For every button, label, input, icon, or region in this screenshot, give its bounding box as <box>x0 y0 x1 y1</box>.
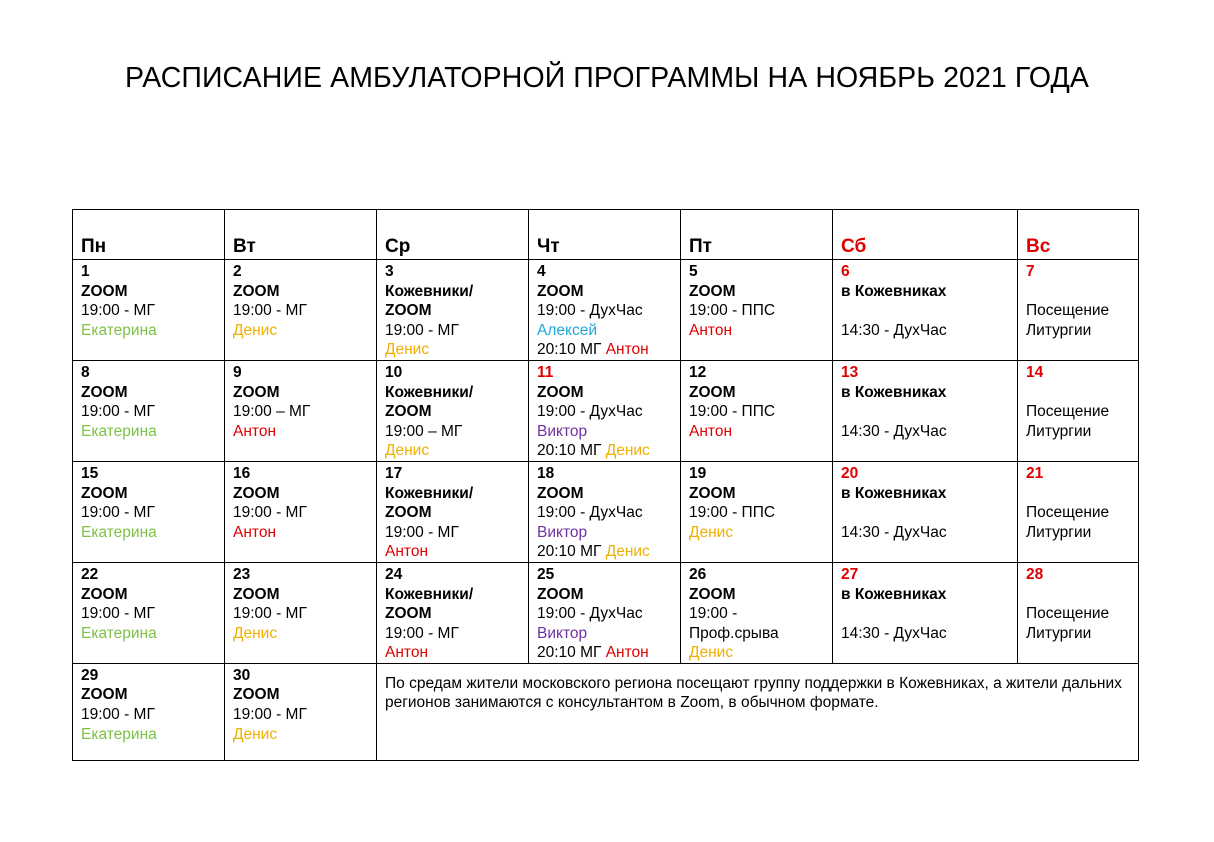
event-text: в Кожевниках <box>841 383 947 401</box>
event-text: 19:00 - ДухЧас <box>537 302 643 320</box>
event-text: ZOOM <box>81 282 128 300</box>
spacer <box>841 402 1017 422</box>
event-text: ZOOM <box>537 484 584 502</box>
event-text: Кожевники/ <box>385 585 474 603</box>
event-line <box>537 643 680 663</box>
day-number: 21 <box>1026 464 1044 482</box>
event-line <box>537 542 680 562</box>
host-name: Виктор <box>537 624 588 642</box>
event-text: 19:00 - МГ <box>385 624 459 642</box>
event-text: ZOOM <box>233 484 280 502</box>
day-cell <box>681 260 833 361</box>
event-line <box>233 282 376 302</box>
day-number: 24 <box>385 565 403 583</box>
day-number: 30 <box>233 666 251 684</box>
event-line <box>841 422 1017 442</box>
day-number: 10 <box>385 363 403 381</box>
day-number: 5 <box>689 263 698 280</box>
event-text: 19:00 - МГ <box>233 504 307 522</box>
day-cell <box>529 260 681 361</box>
event-text: 19:00 - МГ <box>385 523 459 541</box>
event-line <box>689 301 832 321</box>
event-line <box>385 484 528 504</box>
day-number: 7 <box>1026 263 1035 280</box>
host-name: Денис <box>605 543 650 561</box>
host-name: Денис <box>385 341 430 359</box>
event-text: 19:00 – МГ <box>233 403 311 421</box>
day-cell <box>529 562 681 663</box>
day-number: 28 <box>1026 565 1044 583</box>
event-line <box>689 422 832 442</box>
header-wed: Ср <box>377 210 529 260</box>
day-number: 3 <box>385 263 394 280</box>
host-name: Денис <box>689 644 734 662</box>
event-line <box>81 624 224 644</box>
event-text: 19:00 - МГ <box>233 605 307 623</box>
week-row <box>73 461 1139 562</box>
day-number: 25 <box>537 565 555 583</box>
event-text: 19:00 - ДухЧас <box>537 605 643 623</box>
day-cell <box>73 260 225 361</box>
event-line <box>385 585 528 605</box>
event-line <box>233 725 376 745</box>
event-line <box>537 604 680 624</box>
week-row <box>73 562 1139 663</box>
event-line <box>689 523 832 543</box>
header-row <box>73 210 1139 260</box>
day-cell <box>225 663 377 760</box>
day-number: 12 <box>689 363 707 381</box>
event-line <box>385 282 528 302</box>
day-number: 16 <box>233 464 251 482</box>
week-row <box>73 260 1139 361</box>
event-line <box>233 402 376 422</box>
day-cell <box>377 260 529 361</box>
host-name: Екатерина <box>81 321 157 339</box>
event-line <box>81 705 224 725</box>
event-text: ZOOM <box>689 383 736 401</box>
header-thu: Чт <box>529 210 681 260</box>
event-line <box>1026 604 1138 624</box>
event-line <box>537 282 680 302</box>
event-line <box>1026 301 1138 321</box>
day-cell <box>225 461 377 562</box>
event-text: Литургии <box>1026 624 1092 642</box>
event-line <box>385 604 528 624</box>
spacer <box>841 503 1017 523</box>
event-line <box>537 422 680 442</box>
event-line <box>841 383 1017 403</box>
event-text: ZOOM <box>81 484 128 502</box>
day-cell <box>73 562 225 663</box>
event-text: 19:00 - МГ <box>385 321 459 339</box>
event-text: Литургии <box>1026 523 1092 541</box>
day-cell <box>1018 360 1139 461</box>
day-cell <box>225 260 377 361</box>
event-line <box>1026 422 1138 442</box>
event-text: 19:00 – МГ <box>385 422 463 440</box>
day-number: 18 <box>537 464 555 482</box>
event-text: ZOOM <box>537 383 584 401</box>
event-text: ZOOM <box>233 585 280 603</box>
host-name: Екатерина <box>81 523 157 541</box>
event-line <box>841 523 1017 543</box>
day-number: 13 <box>841 363 859 381</box>
day-cell <box>377 461 529 562</box>
event-line <box>1026 503 1138 523</box>
event-line <box>537 484 680 504</box>
event-line <box>841 585 1017 605</box>
event-text: Литургии <box>1026 422 1092 440</box>
event-line <box>81 604 224 624</box>
event-text: ZOOM <box>537 585 584 603</box>
event-text: Литургии <box>1026 321 1092 339</box>
day-number: 22 <box>81 565 99 583</box>
day-number: 20 <box>841 464 859 482</box>
event-line <box>81 503 224 523</box>
event-line <box>233 422 376 442</box>
host-name: Денис <box>385 442 430 460</box>
event-text: 19:00 - ДухЧас <box>537 403 643 421</box>
event-line <box>1026 321 1138 341</box>
day-cell <box>833 260 1018 361</box>
header-sat: Сб <box>833 210 1018 260</box>
event-line <box>81 685 224 705</box>
event-line <box>233 705 376 725</box>
week-row <box>73 663 1139 760</box>
day-cell <box>1018 461 1139 562</box>
host-name: Антон <box>689 422 733 440</box>
day-number: 2 <box>233 263 242 280</box>
event-text: в Кожевниках <box>841 484 947 502</box>
event-text: Посещение <box>1026 302 1110 320</box>
event-line <box>537 441 680 461</box>
event-text: ZOOM <box>81 686 128 704</box>
host-name: Денис <box>689 523 734 541</box>
day-cell <box>1018 562 1139 663</box>
event-line <box>233 523 376 543</box>
event-line <box>233 604 376 624</box>
event-line <box>385 523 528 543</box>
event-line <box>233 484 376 504</box>
event-line <box>689 402 832 422</box>
event-line <box>233 301 376 321</box>
host-name: Денис <box>233 624 278 642</box>
event-line <box>385 441 528 461</box>
event-line <box>689 484 832 504</box>
event-line <box>385 643 528 663</box>
header-sun: Вс <box>1018 210 1139 260</box>
day-number: 8 <box>81 363 90 381</box>
day-number: 23 <box>233 565 251 583</box>
spacer <box>1026 484 1138 504</box>
host-name: Антон <box>689 321 733 339</box>
event-text: 19:00 - МГ <box>81 403 155 421</box>
host-name: Денис <box>605 442 650 460</box>
event-line <box>233 685 376 705</box>
day-cell <box>681 562 833 663</box>
spacer <box>841 604 1017 624</box>
event-line <box>385 542 528 562</box>
event-text: ZOOM <box>385 302 432 320</box>
host-name: Антон <box>385 543 429 561</box>
host-name: Виктор <box>537 523 588 541</box>
event-text: в Кожевниках <box>841 282 947 300</box>
event-text: Посещение <box>1026 504 1110 522</box>
event-line <box>689 624 832 644</box>
event-line <box>81 301 224 321</box>
header-tue: Вт <box>225 210 377 260</box>
day-number: 14 <box>1026 363 1044 381</box>
host-name: Антон <box>233 523 277 541</box>
host-name: Антон <box>605 644 649 662</box>
event-line <box>689 383 832 403</box>
event-text: 20:10 МГ <box>537 341 602 359</box>
day-cell <box>73 360 225 461</box>
day-cell <box>833 562 1018 663</box>
host-name: Виктор <box>537 422 588 440</box>
day-cell <box>833 461 1018 562</box>
host-name: Денис <box>233 725 278 743</box>
event-line <box>537 340 680 360</box>
event-text: Кожевники/ <box>385 484 474 502</box>
event-line <box>1026 402 1138 422</box>
event-text: ZOOM <box>385 605 432 623</box>
event-text: Кожевники/ <box>385 383 474 401</box>
day-cell <box>529 461 681 562</box>
event-line <box>233 585 376 605</box>
event-line <box>689 585 832 605</box>
event-text: Кожевники/ <box>385 282 474 300</box>
event-text: 20:10 МГ <box>537 543 602 561</box>
event-line <box>689 643 832 663</box>
event-text: Посещение <box>1026 605 1110 623</box>
event-line <box>233 321 376 341</box>
day-cell <box>529 360 681 461</box>
header-fri: Пт <box>681 210 833 260</box>
event-line <box>385 402 528 422</box>
event-line <box>537 523 680 543</box>
host-name: Екатерина <box>81 624 157 642</box>
event-line <box>689 503 832 523</box>
event-text: 19:00 - ППС <box>689 302 776 320</box>
event-line <box>537 383 680 403</box>
event-line <box>385 503 528 523</box>
day-number: 17 <box>385 464 403 482</box>
event-text: 14:30 - ДухЧас <box>841 624 947 642</box>
day-number: 1 <box>81 263 90 280</box>
event-text: ZOOM <box>689 282 736 300</box>
event-line <box>81 402 224 422</box>
schedule-note: По средам жители московского региона посещают группу поддержки в Кожевниках, а жители дальних регионов занимаются с консультантом в Zoom, в обычном формате. <box>377 663 1139 760</box>
event-text: 19:00 - ДухЧас <box>537 504 643 522</box>
event-line <box>689 282 832 302</box>
event-line <box>385 321 528 341</box>
host-name: Денис <box>233 321 278 339</box>
event-text: 19:00 - МГ <box>233 706 307 724</box>
event-text: 19:00 - МГ <box>81 605 155 623</box>
event-line <box>233 503 376 523</box>
host-name: Екатерина <box>81 725 157 743</box>
event-text: ZOOM <box>385 504 432 522</box>
event-line <box>81 484 224 504</box>
event-text: 19:00 - МГ <box>81 504 155 522</box>
event-line <box>81 585 224 605</box>
day-number: 6 <box>841 263 850 280</box>
event-text: 14:30 - ДухЧас <box>841 422 947 440</box>
event-text: Посещение <box>1026 403 1110 421</box>
event-line <box>537 585 680 605</box>
event-line <box>689 604 832 624</box>
event-line <box>385 340 528 360</box>
event-text: ZOOM <box>81 585 128 603</box>
event-text: ZOOM <box>233 686 280 704</box>
event-line <box>841 282 1017 302</box>
event-text: 19:00 - <box>689 605 738 623</box>
day-cell <box>681 360 833 461</box>
event-text: Проф.срыва <box>689 624 779 642</box>
event-line <box>1026 523 1138 543</box>
event-line <box>233 624 376 644</box>
spacer <box>1026 282 1138 302</box>
event-text: 19:00 - МГ <box>81 302 155 320</box>
host-name: Алексей <box>537 321 597 339</box>
day-cell <box>1018 260 1139 361</box>
day-cell <box>73 461 225 562</box>
event-text: ZOOM <box>689 585 736 603</box>
day-cell <box>225 562 377 663</box>
event-line <box>81 725 224 745</box>
header-mon: Пн <box>73 210 225 260</box>
event-text: 20:10 МГ <box>537 442 602 460</box>
event-line <box>385 624 528 644</box>
spacer <box>841 301 1017 321</box>
event-text: 19:00 - ППС <box>689 504 776 522</box>
day-number: 27 <box>841 565 859 583</box>
day-number: 15 <box>81 464 99 482</box>
event-line <box>841 484 1017 504</box>
event-line <box>81 383 224 403</box>
day-cell <box>225 360 377 461</box>
day-cell <box>833 360 1018 461</box>
schedule-table <box>72 209 1139 761</box>
event-text: 19:00 - МГ <box>233 302 307 320</box>
event-line <box>81 523 224 543</box>
event-line <box>689 321 832 341</box>
event-text: 19:00 - МГ <box>81 706 155 724</box>
event-text: 14:30 - ДухЧас <box>841 321 947 339</box>
day-number: 29 <box>81 666 99 684</box>
day-cell <box>377 360 529 461</box>
event-line <box>537 402 680 422</box>
day-cell <box>73 663 225 760</box>
event-line <box>233 383 376 403</box>
event-text: ZOOM <box>385 403 432 421</box>
day-cell <box>377 562 529 663</box>
day-number: 26 <box>689 565 707 583</box>
event-line <box>81 282 224 302</box>
event-line <box>81 321 224 341</box>
event-line <box>537 624 680 644</box>
host-name: Антон <box>233 422 277 440</box>
event-text: ZOOM <box>233 383 280 401</box>
event-line <box>841 624 1017 644</box>
day-number: 11 <box>537 363 554 381</box>
day-number: 9 <box>233 363 242 381</box>
day-number: 4 <box>537 263 546 280</box>
host-name: Антон <box>605 341 649 359</box>
event-text: ZOOM <box>537 282 584 300</box>
day-cell <box>681 461 833 562</box>
event-line <box>537 301 680 321</box>
event-text: ZOOM <box>233 282 280 300</box>
event-line <box>385 383 528 403</box>
event-text: ZOOM <box>81 383 128 401</box>
day-number: 19 <box>689 464 707 482</box>
page-title: РАСПИСАНИЕ АМБУЛАТОРНОЙ ПРОГРАММЫ НА НОЯБРЬ 2021 ГОДА <box>125 62 1089 94</box>
week-row <box>73 360 1139 461</box>
event-line <box>385 301 528 321</box>
event-line <box>385 422 528 442</box>
event-line <box>81 422 224 442</box>
event-line <box>841 321 1017 341</box>
event-text: 20:10 МГ <box>537 644 602 662</box>
spacer <box>1026 585 1138 605</box>
event-text: 19:00 - ППС <box>689 403 776 421</box>
event-line <box>537 503 680 523</box>
spacer <box>1026 383 1138 403</box>
event-text: 14:30 - ДухЧас <box>841 523 947 541</box>
event-line <box>537 321 680 341</box>
host-name: Екатерина <box>81 422 157 440</box>
event-text: ZOOM <box>689 484 736 502</box>
event-line <box>1026 624 1138 644</box>
event-text: в Кожевниках <box>841 585 947 603</box>
host-name: Антон <box>385 644 429 662</box>
